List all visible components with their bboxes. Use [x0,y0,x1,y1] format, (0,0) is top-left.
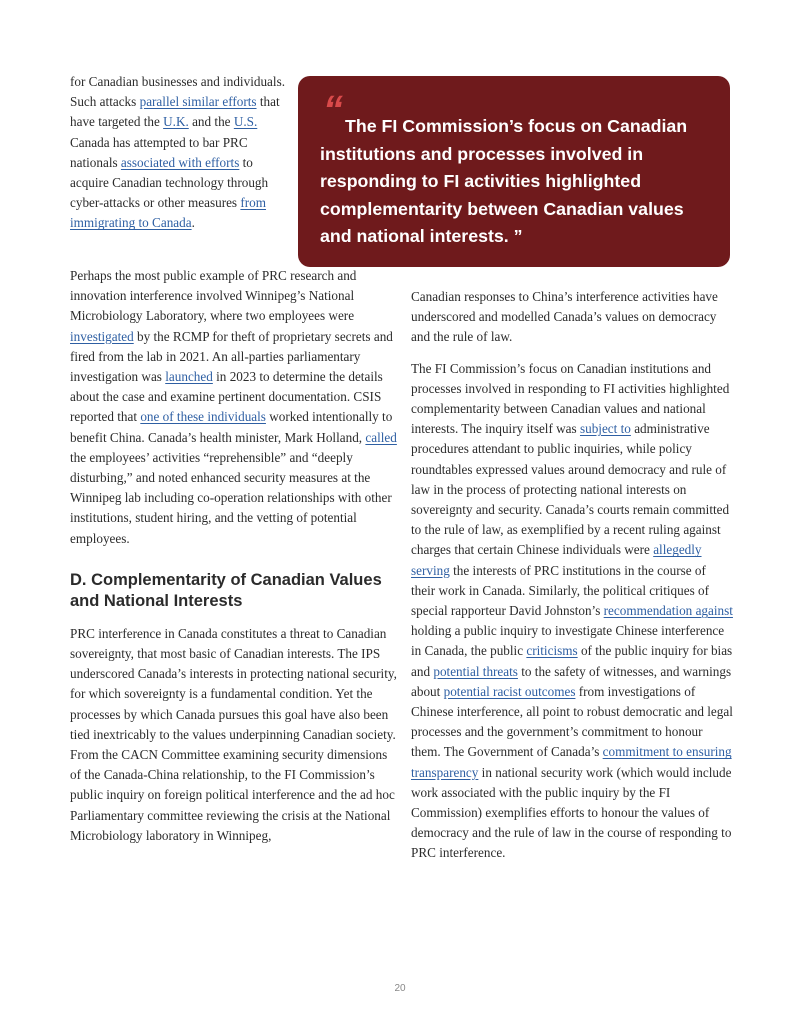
text-run: Canada has attempted to bar PRC nationals [70,134,248,170]
text-run: . [191,215,195,231]
section-heading: D. Complementarity of Canadian Values and National Interests [70,570,382,610]
paragraph-microbiology-lab [70,266,400,549]
intro-paragraph [70,72,285,234]
text-run: the interests of PRC institutions in the course of their work in Canada. Similarly, the political critiques of special rapporteur David Johnston’s [411,562,709,619]
link-investigated[interactable]: investigated [70,328,134,344]
link-associated-with-efforts[interactable]: associated with efforts [120,154,240,170]
text-run: the employees’ activities “reprehensible” and “deeply disturbing,” and noted enhanced security measures at the Winnipeg lab including co-operation relationships with other institutions, student hiring, and the vetting of potential employees. [70,449,392,546]
pull-quote-text: The FI Commission’s focus on Canadian institutions and processes involved in responding to FI activities highlighted complementarity between Canadian values and national interests. ” [320,116,688,246]
text-run: for Canadian businesses and individuals. Such attacks [70,74,285,110]
quote-mark-icon: “ [323,88,343,132]
page-number: 20 [394,983,406,994]
link-parallel-similar-efforts[interactable]: parallel similar efforts [139,94,257,110]
text-run: holding a public inquiry to investigate Chinese interference in Canada, the public [411,623,725,659]
link-one-of-these-individuals[interactable]: one of these individuals [140,409,266,425]
link-criticisms[interactable]: criticisms [526,643,578,659]
text-run: from investigations of Chinese interference, all point to robust democratic and legal processes and the government’s commitment to honour them. The Government of Canada’s [411,683,733,760]
text-run: Perhaps the most public example of PRC research and innovation interference involved Winnipeg’s National Microbiology Laboratory, where two employees were [70,268,357,324]
link-potential-threats[interactable]: potential threats [433,663,518,679]
text-run: and the [188,114,234,130]
text-run: worked intentionally to benefit China. Canada’s health minister, Mark Holland, [70,409,393,445]
link-allegedly-serving[interactable]: allegedly serving [411,542,702,578]
text-run: to acquire Canadian technology through cyber-attacks or other measures [70,154,269,211]
text-run: of the public inquiry for bias and [411,643,733,679]
text-run: in national security work (which would include work associated with the public inquiry by the FI Commission) exemplifies efforts to honour the values of democracy and the rule of law in the course of responding to PRC interference. [411,764,732,861]
link-uk[interactable]: U.K. [163,114,189,130]
intro-column [70,72,285,234]
paragraph-sovereignty: PRC interference in Canada constitutes a threat to Canadian sovereignty, that most basic of Canadian interests. The IPS underscored Canada’s interests in protecting national security, for which sovereignty is a fundamental condition. Yet the processes by which Canada pursues this goal have also been tied inextricably to the values underpinning Canadian society. From the CACN Committee examining security dimensions of the Canada-China relationship, to the FI Commission’s public inquiry on foreign political interference and the ad hoc Parliamentary committee reviewing the crisis at the National Microbiology laboratory in Winnipeg, [70,625,397,843]
text-run: The FI Commission’s focus on Canadian institutions and processes involved in responding to FI activities highlighted complementarity between Canadian values and national interests. The inquiry itself was [411,360,730,437]
link-from-immigrating-to-canada[interactable]: from immigrating to Canada [70,195,267,231]
left-column [70,266,400,846]
text-run: administrative procedures attendant to public inquiries, while policy roundtables expressed values around democracy and rule of law in the process of protecting national interests on sovereignty and security. Canada’s courts remain committed to the rule of law, as exemplified by a recent ruling against charges that certain Chinese individuals were [411,421,730,558]
paragraph-canadian-responses: Canadian responses to China’s interference activities have underscored and modelled Canada’s values on democracy and the rule of law. [411,289,718,345]
pull-quote-box [298,76,730,267]
text-run: by the RCMP for theft of proprietary secrets and fired from the lab in 2021. An all-parties parliamentary investigation was [70,328,393,385]
link-us[interactable]: U.S. [233,114,258,130]
link-called[interactable]: called [365,429,397,445]
link-commitment-to-ensuring-transparency[interactable]: commitment to ensuring transparency [411,744,732,780]
link-subject-to[interactable]: subject to [579,421,631,437]
link-potential-racist-outcomes[interactable]: potential racist outcomes [443,683,576,699]
link-launched[interactable]: launched [165,369,213,385]
text-run: to the safety of witnesses, and warnings about [411,663,732,699]
text-run: in 2023 to determine the details about the case and examine pertinent documentation. CSIS reported that [70,369,383,425]
link-recommendation-against[interactable]: recommendation against [603,603,733,619]
right-column [411,287,733,864]
text-run: that have targeted the [70,94,280,130]
paragraph-fi-commission-focus [411,359,733,864]
